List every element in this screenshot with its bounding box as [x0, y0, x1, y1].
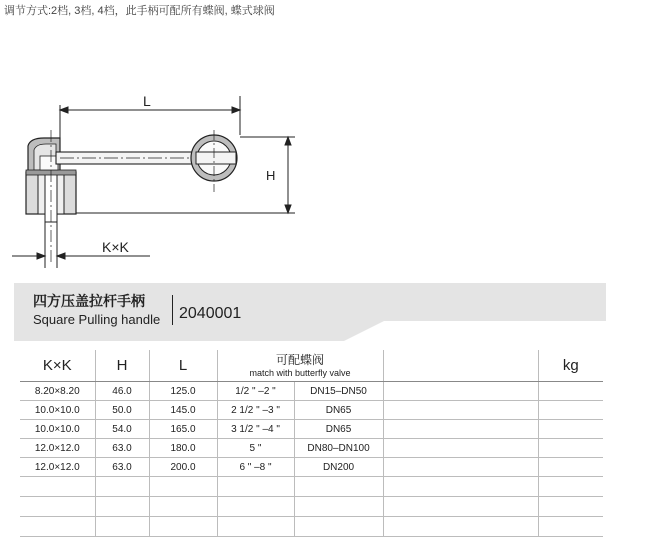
dimension-h — [76, 137, 295, 213]
cell-kxk: 8.20×8.20 — [20, 382, 95, 401]
spec-table — [20, 350, 603, 537]
empty-cell — [538, 477, 603, 497]
title-divider — [172, 295, 173, 325]
cell-size: 2 1/2 " –3 " — [217, 401, 294, 420]
cell-kxk: 12.0×12.0 — [20, 458, 95, 477]
empty-cell — [217, 497, 294, 517]
cell-size: 1/2 " –2 " — [217, 382, 294, 401]
table-row — [20, 420, 603, 439]
cell-l: 165.0 — [149, 420, 217, 439]
header-match — [217, 350, 383, 382]
intro-text: 调节方式:2档, 3档, 4档，此手柄可配所有蝶阀, 蝶式球阀 — [4, 5, 275, 17]
empty-cell — [20, 477, 95, 497]
empty-cell — [149, 477, 217, 497]
empty-cell — [538, 497, 603, 517]
cell-dn: DN65 — [294, 420, 383, 439]
table-row — [20, 439, 603, 458]
cell-dn: DN200 — [294, 458, 383, 477]
empty-cell — [383, 517, 538, 537]
product-title-cn: 四方压盖拉杆手柄 — [33, 293, 145, 309]
cell-kg — [538, 401, 603, 420]
empty-cell — [294, 497, 383, 517]
cell-h: 63.0 — [95, 458, 149, 477]
dimension-kxk — [12, 214, 150, 268]
header-blank — [383, 350, 538, 382]
empty-cell — [294, 517, 383, 537]
empty-cell — [217, 517, 294, 537]
dimension-l-label: L — [143, 93, 151, 109]
cell-h: 54.0 — [95, 420, 149, 439]
table-row — [20, 458, 603, 477]
cell-dn: DN80–DN100 — [294, 439, 383, 458]
header-match-en: match with butterfly valve — [249, 367, 351, 378]
cell-kxk: 10.0×10.0 — [20, 401, 95, 420]
cell-dn: DN15–DN50 — [294, 382, 383, 401]
cell-kxk: 10.0×10.0 — [20, 420, 95, 439]
cell-h: 63.0 — [95, 439, 149, 458]
empty-cell — [95, 477, 149, 497]
empty-cell — [20, 497, 95, 517]
cell-blank — [383, 382, 538, 401]
cell-dn: DN65 — [294, 401, 383, 420]
dimension-kxk-label: K×K — [102, 239, 129, 255]
cell-blank — [383, 401, 538, 420]
header-h: H — [95, 350, 149, 382]
header-l: L — [149, 350, 217, 382]
header-kxk: K×K — [20, 350, 95, 382]
cell-size: 5 " — [217, 439, 294, 458]
cell-kxk: 12.0×12.0 — [20, 439, 95, 458]
empty-cell — [20, 517, 95, 537]
empty-cell — [217, 477, 294, 497]
cell-kg — [538, 382, 603, 401]
cell-h: 46.0 — [95, 382, 149, 401]
cell-kg — [538, 439, 603, 458]
empty-cell — [149, 497, 217, 517]
empty-cell — [383, 497, 538, 517]
cell-l: 200.0 — [149, 458, 217, 477]
empty-cell — [294, 477, 383, 497]
cell-kg — [538, 420, 603, 439]
empty-cell — [95, 517, 149, 537]
table-row-empty — [20, 497, 603, 517]
header-match-cn: 可配蝶阀 — [276, 352, 325, 367]
product-banner — [14, 283, 606, 341]
table-row — [20, 382, 603, 401]
dimension-h-label: H — [266, 168, 276, 183]
header-kg: kg — [538, 350, 603, 382]
product-title-en: Square Pulling handle — [33, 312, 161, 327]
table-row-empty — [20, 517, 603, 537]
empty-cell — [95, 497, 149, 517]
part-number: 2040001 — [179, 305, 242, 322]
table-row — [20, 401, 603, 420]
cell-blank — [383, 420, 538, 439]
empty-cell — [149, 517, 217, 537]
empty-cell — [383, 477, 538, 497]
empty-cell — [538, 517, 603, 537]
cell-size: 3 1/2 " –4 " — [217, 420, 294, 439]
cell-blank — [383, 458, 538, 477]
table-header-row — [20, 350, 603, 382]
cell-h: 50.0 — [95, 401, 149, 420]
table-row-empty — [20, 477, 603, 497]
cell-blank — [383, 439, 538, 458]
technical-drawing — [0, 80, 320, 270]
cell-size: 6 " –8 " — [217, 458, 294, 477]
cell-l: 125.0 — [149, 382, 217, 401]
cell-l: 180.0 — [149, 439, 217, 458]
cell-l: 145.0 — [149, 401, 217, 420]
cell-kg — [538, 458, 603, 477]
